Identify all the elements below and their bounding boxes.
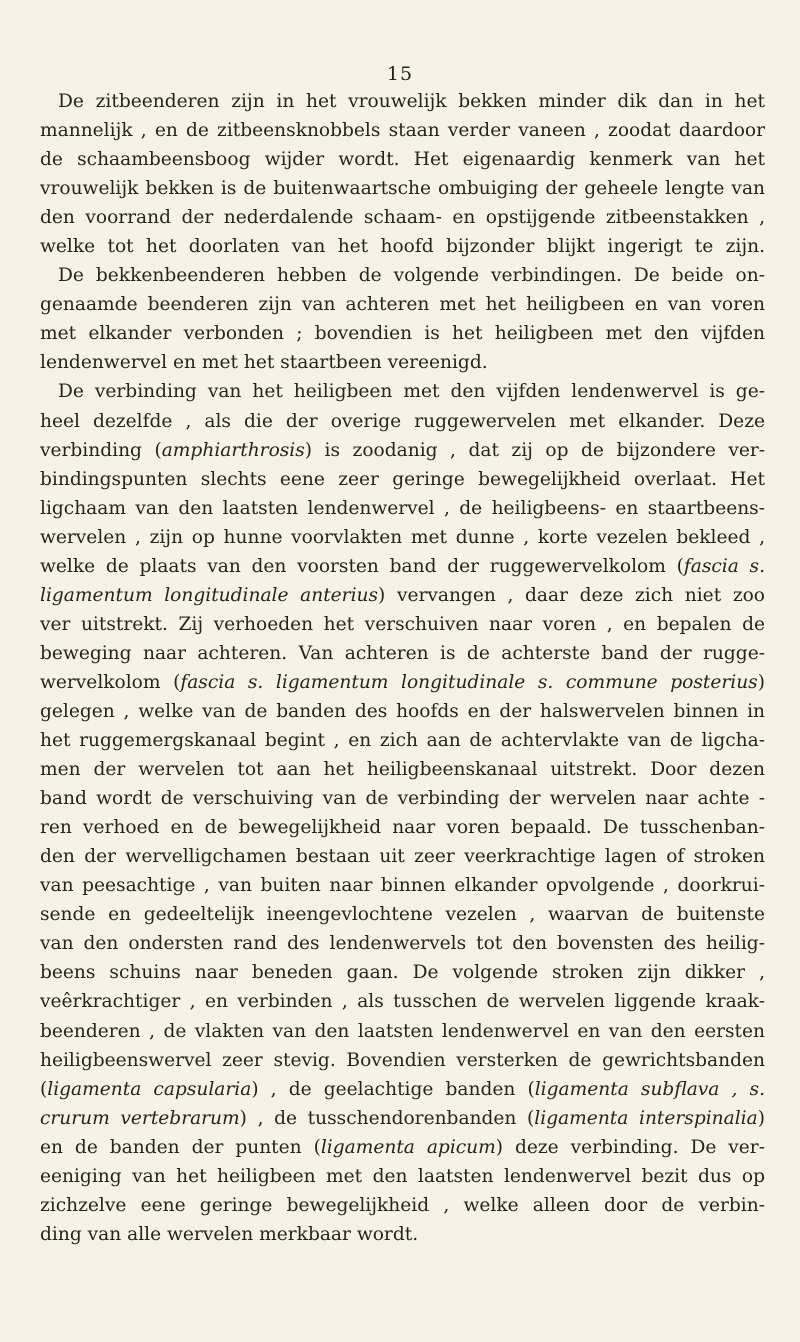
text-segment: heiligbeenswervel zeer stevig. Bovendien versterken de gewrichtsbanden (40, 1049, 765, 1071)
text-line (40, 116, 765, 145)
text-segment: ) (757, 1107, 765, 1129)
text-line (40, 987, 765, 1016)
text-line (40, 552, 765, 581)
text-segment: gelegen , welke van de banden des hoofds en der halswervelen binnen in (40, 700, 765, 722)
text-segment: ver uitstrekt. Zij verhoeden het verschuiven naar voren , en bepalen de (40, 613, 765, 635)
text-segment: ) deze verbinding. De ver- (495, 1136, 765, 1158)
text-segment: zichzelve eene geringe bewegelijkheid , welke alleen door de verbin- (40, 1194, 765, 1216)
text-segment: welke tot het doorlaten van het hoofd bijzonder blijkt ingerigt te zijn. (40, 236, 765, 258)
text-line (40, 1075, 765, 1104)
text-segment: van peesachtige , van buiten naar binnen elkander opvolgende , doorkrui- (40, 875, 765, 897)
text-line (40, 1046, 765, 1075)
text-line (40, 697, 765, 726)
text-segment: den voorrand der nederdalende schaam- en opstijgende zitbeenstakken , (40, 207, 765, 229)
italic-term: ligamenta apicum (320, 1136, 496, 1158)
text-segment: van den ondersten rand des lendenwervels tot den bovensten des heilig- (40, 933, 765, 955)
italic-term: amphiarthrosis (161, 439, 305, 461)
text-line (40, 436, 765, 465)
text-line (40, 145, 765, 174)
text-segment: men der wervelen tot aan het heiligbeenskanaal uitstrekt. Door dezen (40, 759, 765, 781)
italic-term: crurum vertebrarum (40, 1107, 240, 1129)
text-segment: beens schuins naar beneden gaan. De volgende stroken zijn dikker , (40, 962, 765, 984)
text-segment: met elkander verbonden ; bovendien is het heiligbeen met den vijfden (40, 323, 765, 345)
text-segment: veêrkrachtiger , en verbinden , als tusschen de wervelen liggende kraak- (40, 991, 765, 1013)
italic-term: ligamentum longitudinale anterius (40, 584, 379, 606)
text-line (40, 1017, 765, 1046)
body-text (40, 87, 765, 1249)
italic-term: ligamenta capsularia (47, 1078, 252, 1100)
text-segment: welke de plaats van den voorsten band der ruggewervelkolom ( (40, 555, 684, 577)
text-line (40, 784, 765, 813)
text-line (40, 319, 765, 348)
text-segment: ) is zoodanig , dat zij op de bijzondere ver- (304, 439, 765, 461)
text-segment: sende en gedeeltelijk ineengevlochtene vezelen , waarvan de buitenste (40, 904, 765, 926)
text-segment: De verbinding van het heiligbeen met den vijfden lendenwervel is ge- (58, 381, 765, 403)
text-line (40, 407, 765, 436)
text-line (40, 755, 765, 784)
text-line (40, 958, 765, 987)
text-segment: De bekkenbeenderen hebben de volgende verbindingen. De beide on- (58, 265, 765, 287)
text-segment: band wordt de verschuiving van de verbinding der wervelen naar achte - (40, 788, 765, 810)
text-segment: het ruggemergskanaal begint , en zich aan de achtervlakte van de ligcha- (40, 730, 765, 752)
text-segment: beweging naar achteren. Van achteren is de achterste band der rugge- (40, 642, 765, 664)
text-line (40, 348, 765, 377)
text-segment: ren verhoed en de bewegelijkheid naar voren bepaald. De tusschenban- (40, 817, 765, 839)
page-number: 15 (386, 63, 414, 85)
text-segment: ( (40, 1078, 48, 1100)
text-segment: wervelen , zijn op hunne voorvlakten met dunne , korte vezelen bekleed , (40, 526, 765, 548)
text-line (40, 581, 765, 610)
text-line (40, 842, 765, 871)
text-line (40, 290, 765, 319)
text-segment: ) , de tusschendorenbanden ( (239, 1107, 535, 1129)
text-line (40, 871, 765, 900)
text-segment: de schaambeensboog wijder wordt. Het eigenaardig kenmerk van het (40, 149, 765, 171)
text-line (40, 610, 765, 639)
italic-term: ligamenta subflava , s. (534, 1078, 765, 1100)
text-line (40, 261, 765, 290)
italic-term: ligamenta interspinalia (534, 1107, 758, 1129)
text-line (40, 494, 765, 523)
text-segment: eeniging van het heiligbeen met den laatsten lendenwervel bezit dus op (40, 1165, 765, 1187)
text-line (40, 929, 765, 958)
text-line (40, 726, 765, 755)
text-line (40, 523, 765, 552)
text-segment: den der wervelligchamen bestaan uit zeer veerkrachtige lagen of stroken (40, 846, 765, 868)
text-line (40, 639, 765, 668)
text-line (40, 232, 765, 261)
text-segment: ) vervangen , daar deze zich niet zoo (378, 584, 765, 606)
text-segment: verbinding ( (40, 439, 162, 461)
text-segment: ) , de geelachtige banden ( (251, 1078, 535, 1100)
text-line (40, 87, 765, 116)
text-line (40, 900, 765, 929)
text-segment: ding van alle wervelen merkbaar wordt. (40, 1223, 419, 1245)
text-segment: beenderen , de vlakten van den laatsten lendenwervel en van den eersten (40, 1020, 765, 1042)
text-segment: ligchaam van den laatsten lendenwervel , de heiligbeens- en staartbeens- (40, 497, 765, 519)
text-segment: lendenwervel en met het staartbeen vereenigd. (40, 352, 488, 374)
italic-term: fascia s. (683, 555, 765, 577)
text-segment: bindingspunten slechts eene zeer geringe bewegelijkheid overlaat. Het (40, 468, 765, 490)
text-line (40, 1220, 765, 1249)
text-line (40, 1133, 765, 1162)
text-line (40, 1191, 765, 1220)
text-segment: heel dezelfde , als die der overige ruggewervelen met elkander. Deze (40, 410, 765, 432)
text-line (40, 668, 765, 697)
text-segment: vrouwelijk bekken is de buitenwaartsche ombuiging der geheele lengte van (40, 178, 765, 200)
text-line (40, 203, 765, 232)
text-line (40, 1104, 765, 1133)
italic-term: fascia s. ligamentum longitudinale s. commune posterius (180, 671, 758, 693)
text-segment: De zitbeenderen zijn in het vrouwelijk bekken minder dik dan in het (58, 91, 765, 112)
text-line (40, 465, 765, 494)
text-segment: ) (757, 671, 765, 693)
text-line (40, 174, 765, 203)
text-segment: mannelijk , en de zitbeensknobbels staan verder vaneen , zoodat daardoor (40, 120, 765, 142)
text-segment: en de banden der punten ( (40, 1136, 321, 1158)
text-segment: genaamde beenderen zijn van achteren met het heiligbeen en van voren (40, 294, 765, 316)
text-segment: wervelkolom ( (40, 671, 181, 693)
text-line (40, 813, 765, 842)
text-line (40, 1162, 765, 1191)
text-line (40, 377, 765, 406)
